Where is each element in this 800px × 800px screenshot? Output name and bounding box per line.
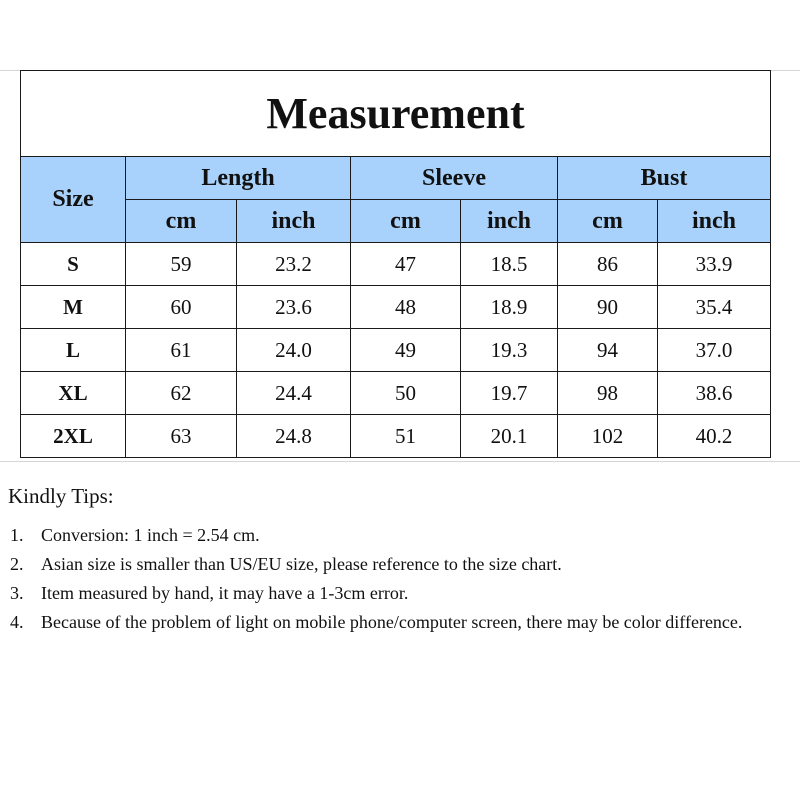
table-cell: 51	[351, 415, 461, 458]
size-label: XL	[21, 372, 126, 415]
tip-text: Conversion: 1 inch = 2.54 cm.	[41, 525, 260, 545]
table-title: Measurement	[21, 71, 771, 157]
bust-group-header: Bust	[558, 157, 771, 200]
table-cell: 90	[558, 286, 658, 329]
list-number: 1.	[10, 525, 24, 545]
table-cell: 20.1	[461, 415, 558, 458]
unit-header: inch	[461, 200, 558, 243]
table-cell: 18.9	[461, 286, 558, 329]
tips-section	[8, 484, 798, 637]
unit-header: cm	[351, 200, 461, 243]
table-row	[21, 329, 771, 372]
size-label: S	[21, 243, 126, 286]
size-chart-table	[20, 70, 771, 458]
table-cell: 24.8	[237, 415, 351, 458]
table-cell: 47	[351, 243, 461, 286]
list-number: 2.	[10, 554, 24, 574]
tips-list	[8, 521, 798, 637]
tip-text: Asian size is smaller than US/EU size, please reference to the size chart.	[41, 554, 562, 574]
sleeve-group-header: Sleeve	[351, 157, 558, 200]
table-cell: 48	[351, 286, 461, 329]
list-number: 4.	[10, 612, 24, 632]
size-column-header: Size	[21, 157, 126, 243]
table-cell: 19.7	[461, 372, 558, 415]
table-cell: 59	[126, 243, 237, 286]
table-cell: 23.6	[237, 286, 351, 329]
table-row	[21, 286, 771, 329]
table-row	[21, 372, 771, 415]
table-cell: 38.6	[658, 372, 771, 415]
table-cell: 40.2	[658, 415, 771, 458]
table-cell: 60	[126, 286, 237, 329]
table-row	[21, 415, 771, 458]
table-cell: 50	[351, 372, 461, 415]
table-cell: 18.5	[461, 243, 558, 286]
table-cell: 49	[351, 329, 461, 372]
table-cell: 37.0	[658, 329, 771, 372]
length-group-header: Length	[126, 157, 351, 200]
list-item	[8, 550, 798, 579]
tip-text: Because of the problem of light on mobile phone/computer screen, there may be color difference.	[41, 612, 743, 632]
table-cell: 63	[126, 415, 237, 458]
size-label: L	[21, 329, 126, 372]
table-cell: 98	[558, 372, 658, 415]
table-cell: 86	[558, 243, 658, 286]
table-cell: 61	[126, 329, 237, 372]
table-cell: 24.4	[237, 372, 351, 415]
table-cell: 35.4	[658, 286, 771, 329]
list-number: 3.	[10, 583, 24, 603]
size-label: M	[21, 286, 126, 329]
table-cell: 23.2	[237, 243, 351, 286]
unit-header: cm	[126, 200, 237, 243]
table-cell: 33.9	[658, 243, 771, 286]
table-cell: 94	[558, 329, 658, 372]
unit-header: inch	[658, 200, 771, 243]
list-item	[8, 521, 798, 550]
list-item	[8, 608, 798, 637]
tip-text: Item measured by hand, it may have a 1-3cm error.	[41, 583, 409, 603]
unit-header: inch	[237, 200, 351, 243]
table-cell: 19.3	[461, 329, 558, 372]
unit-header: cm	[558, 200, 658, 243]
table-cell: 62	[126, 372, 237, 415]
tips-title: Kindly Tips:	[8, 484, 114, 508]
table-cell: 24.0	[237, 329, 351, 372]
size-label: 2XL	[21, 415, 126, 458]
bottom-divider	[0, 461, 800, 462]
table-row	[21, 243, 771, 286]
table-cell: 102	[558, 415, 658, 458]
list-item	[8, 579, 798, 608]
